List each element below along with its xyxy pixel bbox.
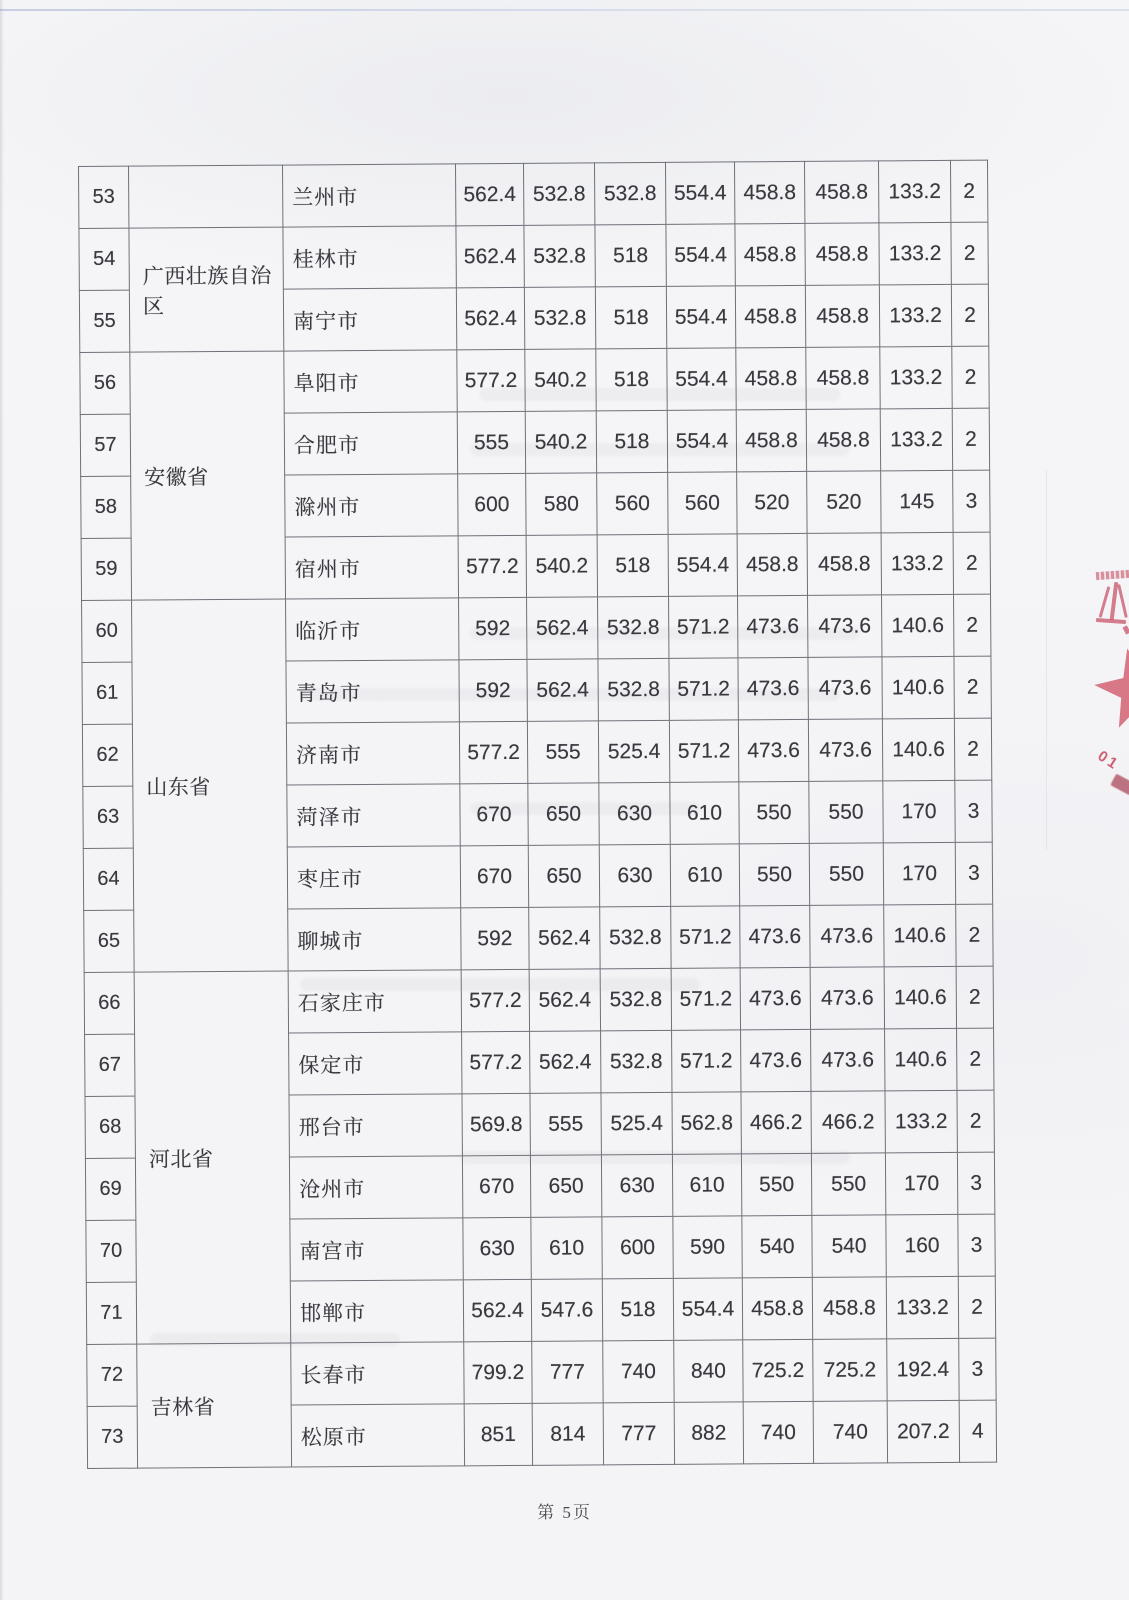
value-cell: 3: [955, 842, 992, 904]
value-cell: 560: [597, 472, 668, 534]
value-cell: 550: [811, 1153, 885, 1216]
row-number-cell: 60: [82, 600, 132, 662]
value-cell: 518: [595, 224, 666, 286]
value-cell: 473.6: [808, 719, 882, 782]
row-number-cell: 67: [85, 1034, 135, 1096]
value-cell: 740: [603, 1340, 674, 1402]
value-cell: 554.4: [666, 224, 735, 286]
value-cell: 133.2: [878, 160, 950, 223]
value-cell: 140.6: [882, 718, 954, 781]
value-cell: 650: [528, 783, 599, 845]
value-cell: 840: [674, 1340, 743, 1402]
value-cell: 2: [952, 346, 989, 408]
city-cell: 长春市: [291, 1342, 464, 1405]
value-cell: 532.8: [524, 287, 595, 349]
value-cell: 577.2: [457, 349, 525, 411]
value-cell: 590: [673, 1216, 742, 1278]
row-number-cell: 66: [84, 972, 134, 1034]
value-cell: 458.8: [805, 223, 879, 286]
value-cell: 630: [599, 844, 670, 906]
value-cell: 458.8: [804, 161, 878, 224]
value-cell: 592: [459, 659, 527, 721]
table-row: [84, 966, 993, 1034]
province-cell: 吉林省: [137, 1343, 292, 1468]
value-cell: 473.6: [810, 967, 884, 1030]
value-cell: 3: [959, 1338, 996, 1400]
city-cell: 邯郸市: [290, 1280, 463, 1343]
value-cell: 140.6: [885, 1028, 957, 1091]
value-cell: 550: [739, 843, 809, 905]
value-cell: 562.4: [456, 287, 524, 349]
value-cell: 170: [885, 1152, 957, 1215]
value-cell: 554.4: [666, 286, 735, 348]
value-cell: 2: [954, 594, 991, 656]
value-cell: 458.8: [805, 285, 879, 348]
value-cell: 610: [670, 844, 739, 906]
value-cell: 725.2: [813, 1339, 887, 1402]
value-cell: 3: [955, 780, 992, 842]
value-cell: 554.4: [667, 410, 736, 472]
value-cell: 547.6: [531, 1279, 602, 1341]
row-number-cell: 72: [87, 1344, 137, 1406]
value-cell: 851: [464, 1403, 532, 1465]
value-cell: 550: [739, 781, 809, 843]
value-cell: 466.2: [741, 1091, 811, 1153]
value-cell: 562.4: [527, 597, 598, 659]
value-cell: 630: [599, 782, 670, 844]
value-cell: 2: [958, 1276, 995, 1338]
city-cell: 南宁市: [283, 288, 456, 351]
value-cell: 740: [813, 1401, 887, 1464]
value-cell: 562.4: [530, 1031, 601, 1093]
value-cell: 532.8: [598, 658, 669, 720]
value-cell: 610: [531, 1217, 602, 1279]
value-cell: 520: [737, 471, 807, 533]
scan-artifact-fold-line: [1046, 470, 1047, 850]
value-cell: 562.4: [463, 1279, 531, 1341]
row-number-cell: 65: [84, 910, 134, 972]
row-number-cell: 59: [81, 538, 131, 600]
row-number-cell: 73: [87, 1406, 137, 1468]
value-cell: 140.6: [882, 594, 954, 657]
value-cell: 577.2: [461, 969, 529, 1031]
value-cell: 555: [457, 411, 525, 473]
value-cell: 133.2: [879, 222, 951, 285]
value-cell: 571.2: [671, 906, 740, 968]
value-cell: 133.2: [881, 532, 953, 595]
city-cell: 枣庄市: [287, 846, 460, 909]
value-cell: 562.8: [672, 1092, 741, 1154]
value-cell: 2: [957, 1028, 994, 1090]
table-row: [80, 346, 989, 414]
value-cell: 160: [886, 1214, 958, 1277]
value-cell: 2: [952, 408, 989, 470]
value-cell: 473.6: [808, 595, 882, 658]
value-cell: 466.2: [811, 1091, 885, 1154]
value-cell: 630: [463, 1217, 531, 1279]
value-cell: 2: [954, 718, 991, 780]
city-cell: 滁州市: [285, 474, 458, 537]
value-cell: 580: [526, 473, 597, 535]
value-cell: 170: [883, 842, 955, 905]
value-cell: 140.6: [884, 904, 956, 967]
value-cell: 473.6: [738, 657, 808, 719]
seal-stroke: [1099, 586, 1111, 618]
value-cell: 550: [809, 781, 883, 844]
value-cell: 2: [956, 904, 993, 966]
value-cell: 540: [742, 1215, 812, 1277]
value-cell: 670: [460, 783, 528, 845]
city-cell: 宿州市: [285, 536, 458, 599]
value-cell: 554.4: [665, 162, 734, 224]
value-cell: 550: [741, 1153, 811, 1215]
row-number-cell: 56: [80, 352, 130, 414]
value-cell: 192.4: [887, 1338, 959, 1401]
value-cell: 458.8: [735, 223, 805, 285]
city-cell: 济南市: [286, 722, 459, 785]
value-cell: 458.8: [812, 1277, 886, 1340]
city-cell: 邢台市: [289, 1094, 462, 1157]
value-cell: 814: [532, 1403, 603, 1465]
seal-star-icon: [1094, 647, 1129, 731]
value-cell: 740: [743, 1401, 813, 1463]
value-cell: 562.4: [529, 969, 600, 1031]
value-cell: 562.4: [527, 659, 598, 721]
city-cell: 青岛市: [286, 660, 459, 723]
value-cell: 532.8: [523, 163, 594, 225]
value-cell: 562.4: [529, 907, 600, 969]
value-cell: 458.8: [734, 161, 804, 223]
value-cell: 133.2: [880, 346, 952, 409]
province-cell: 山东省: [132, 599, 289, 972]
province-cell: 河北省: [134, 971, 291, 1344]
value-cell: 554.4: [667, 348, 736, 410]
province-cell: 广西壮族自治区: [129, 227, 284, 352]
value-cell: 3: [957, 1152, 994, 1214]
city-cell: 保定市: [289, 1032, 462, 1095]
seal-stroke: [1122, 625, 1129, 634]
province-cell: 安徽省: [130, 351, 286, 600]
row-number-cell: 64: [83, 848, 133, 910]
value-cell: 518: [596, 410, 667, 472]
value-cell: 458.8: [737, 533, 807, 595]
city-cell: 南宫市: [290, 1218, 463, 1281]
value-cell: 577.2: [462, 1031, 530, 1093]
value-cell: 133.2: [880, 408, 952, 471]
value-cell: 571.2: [672, 1030, 741, 1092]
value-cell: 571.2: [669, 658, 738, 720]
value-cell: 532.8: [594, 162, 665, 224]
value-cell: 458.8: [807, 533, 881, 596]
value-cell: 650: [528, 845, 599, 907]
value-cell: 555: [530, 1093, 601, 1155]
city-cell: 聊城市: [288, 908, 461, 971]
value-cell: 473.6: [738, 595, 808, 657]
value-cell: 670: [462, 1155, 530, 1217]
value-cell: 4: [959, 1400, 996, 1462]
value-cell: 2: [953, 532, 990, 594]
value-cell: 532.8: [601, 1030, 672, 1092]
value-cell: 600: [458, 473, 526, 535]
value-cell: 458.8: [806, 347, 880, 410]
value-cell: 2: [951, 284, 988, 346]
value-cell: 525.4: [598, 720, 669, 782]
value-cell: 458.8: [806, 409, 880, 472]
seal-stroke: [1096, 618, 1126, 624]
value-cell: 520: [807, 471, 881, 534]
value-cell: 540.2: [526, 535, 597, 597]
value-cell: 473.6: [741, 1029, 811, 1091]
scan-artifact-left-edge: [0, 0, 4, 1600]
province-cell: [129, 165, 283, 228]
value-cell: 630: [601, 1154, 672, 1216]
value-cell: 670: [460, 845, 528, 907]
value-cell: 140.6: [882, 656, 954, 719]
value-cell: 2: [954, 656, 991, 718]
value-cell: 610: [670, 782, 739, 844]
value-cell: 473.6: [810, 905, 884, 968]
value-cell: 562.4: [456, 225, 524, 287]
value-cell: 473.6: [738, 719, 808, 781]
row-number-cell: 54: [79, 228, 129, 290]
row-number-cell: 71: [86, 1282, 136, 1344]
value-cell: 525.4: [601, 1092, 672, 1154]
value-cell: 518: [597, 534, 668, 596]
table-row: [79, 160, 988, 228]
value-cell: 473.6: [811, 1029, 885, 1092]
value-cell: 3: [953, 470, 990, 532]
value-cell: 777: [532, 1341, 603, 1403]
value-cell: 532.8: [600, 906, 671, 968]
value-cell: 473.6: [740, 905, 810, 967]
value-cell: 882: [674, 1402, 743, 1464]
value-cell: 540.2: [525, 411, 596, 473]
row-number-cell: 68: [85, 1096, 135, 1158]
value-cell: 562.4: [455, 163, 523, 225]
value-cell: 2: [951, 222, 988, 284]
value-cell: 569.8: [462, 1093, 530, 1155]
row-number-cell: 69: [85, 1158, 135, 1220]
value-cell: 560: [668, 472, 737, 534]
value-cell: 2: [957, 1090, 994, 1152]
value-cell: 458.8: [736, 409, 806, 471]
scan-artifact-top-line: [0, 9, 1129, 11]
value-cell: 777: [603, 1402, 674, 1464]
city-cell: 兰州市: [282, 164, 455, 227]
row-number-cell: 70: [86, 1220, 136, 1282]
value-cell: 207.2: [887, 1400, 959, 1463]
value-cell: 592: [459, 597, 527, 659]
value-cell: 133.2: [886, 1276, 958, 1339]
value-cell: 554.4: [668, 534, 737, 596]
value-cell: 550: [809, 843, 883, 906]
row-number-cell: 55: [79, 290, 129, 352]
value-cell: 458.8: [736, 347, 806, 409]
value-cell: 518: [596, 348, 667, 410]
value-cell: 799.2: [464, 1341, 532, 1403]
page-number: 第 5页: [537, 1503, 592, 1522]
value-cell: 473.6: [740, 967, 810, 1029]
value-cell: 540: [812, 1215, 886, 1278]
city-cell: 临沂市: [286, 598, 459, 661]
value-cell: 518: [602, 1278, 673, 1340]
value-cell: 145: [881, 470, 953, 533]
city-cell: 阜阳市: [284, 350, 457, 413]
value-cell: 140.6: [884, 966, 956, 1029]
value-cell: 133.2: [885, 1090, 957, 1153]
row-number-cell: 53: [79, 166, 129, 228]
row-number-cell: 61: [82, 662, 132, 724]
value-cell: 133.2: [879, 284, 951, 347]
value-cell: 650: [530, 1155, 601, 1217]
table-row: [79, 222, 988, 290]
value-cell: 571.2: [669, 596, 738, 658]
value-cell: 532.8: [600, 968, 671, 1030]
value-cell: 518: [595, 286, 666, 348]
value-cell: 600: [602, 1216, 673, 1278]
table-row: [87, 1338, 996, 1406]
city-cell: 菏泽市: [287, 784, 460, 847]
value-cell: 170: [883, 780, 955, 843]
value-cell: 540.2: [525, 349, 596, 411]
row-number-cell: 63: [83, 786, 133, 848]
value-cell: 555: [527, 721, 598, 783]
value-cell: 577.2: [458, 535, 526, 597]
value-cell: 473.6: [808, 657, 882, 720]
seal-stroke: [1117, 584, 1128, 618]
city-cell: 沧州市: [289, 1156, 462, 1219]
city-cell: 桂林市: [283, 226, 456, 289]
city-cell: 合肥市: [284, 412, 457, 475]
value-cell: 577.2: [459, 721, 527, 783]
value-cell: 2: [950, 160, 987, 222]
value-cell: 610: [672, 1154, 741, 1216]
value-cell: 725.2: [743, 1339, 813, 1401]
seal-character-band: [1096, 570, 1129, 580]
value-cell: 2: [956, 966, 993, 1028]
fee-table-wrapper: [78, 160, 997, 1469]
value-cell: 554.4: [673, 1278, 742, 1340]
value-cell: 532.8: [598, 596, 669, 658]
row-number-cell: 62: [82, 724, 132, 786]
value-cell: 458.8: [735, 285, 805, 347]
value-cell: 458.8: [742, 1277, 812, 1339]
value-cell: 571.2: [671, 968, 740, 1030]
fee-table: [78, 160, 997, 1469]
value-cell: 571.2: [669, 720, 738, 782]
table-row: [82, 594, 991, 662]
city-cell: 松原市: [291, 1404, 464, 1467]
row-number-cell: 57: [80, 414, 130, 476]
value-cell: 532.8: [524, 225, 595, 287]
row-number-cell: 58: [81, 476, 131, 538]
value-cell: 592: [461, 907, 529, 969]
city-cell: 石家庄市: [288, 970, 461, 1033]
seal-date-digits: 01: [1094, 747, 1123, 775]
value-cell: 3: [958, 1214, 995, 1276]
